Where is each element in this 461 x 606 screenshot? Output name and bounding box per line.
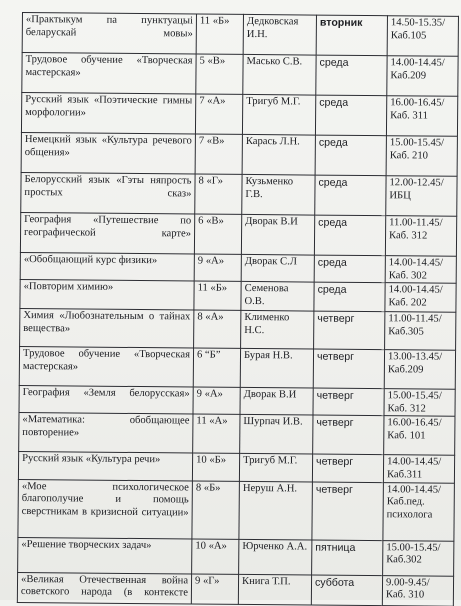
- table-row: [18, 479, 454, 541]
- table-row: [19, 386, 455, 417]
- teacher-cell: Тригуб М.Г.: [239, 454, 312, 482]
- grade-cell: 8 «А»: [194, 310, 241, 348]
- schedule-body: [17, 13, 458, 606]
- course-cell: «Мое психологическое благополучие и помощь сверстникам в кризисной ситуации»: [18, 479, 192, 539]
- time-room-cell: 15.00-15.45/ Каб. 312: [384, 389, 455, 417]
- table-row: [21, 172, 457, 216]
- time-room-cell: 9.00-9.45/ Каб. 310: [382, 575, 453, 606]
- teacher-cell: Масько С.В.: [243, 54, 316, 95]
- table-row: [21, 132, 457, 176]
- course-cell: «Повторим химию»: [20, 280, 194, 311]
- grade-cell: 5 «В»: [196, 54, 243, 94]
- teacher-cell: Тригуб М.Г.: [242, 94, 315, 135]
- time-room-cell: 16.00-16.45/ Каб. 101: [384, 416, 455, 456]
- teacher-cell: Дворак В.И: [240, 388, 313, 416]
- grade-cell: 7 «А»: [195, 94, 242, 134]
- time-room-cell: 14.00-14.45/ Каб. 302: [385, 256, 456, 284]
- time-room-cell: 16.00-16.45/ Каб. 311: [386, 96, 457, 137]
- grade-cell: 6 «В»: [194, 214, 241, 254]
- day-cell: среда: [314, 255, 385, 283]
- teacher-cell: Шурпач И.В.: [240, 415, 313, 455]
- time-room-cell: 14.00-14.45/ Каб.209: [387, 56, 458, 97]
- day-cell: четверг: [313, 388, 384, 416]
- course-cell: Русский язык «Культура речи»: [18, 452, 192, 481]
- course-cell: «Обобщающий курс физики»: [20, 252, 194, 281]
- course-cell: География «Земля белорусская»: [19, 386, 193, 415]
- schedule-table: [17, 12, 459, 606]
- table-row: [19, 413, 455, 456]
- course-cell: «Решение творческих задач»: [18, 537, 192, 574]
- table-row: [18, 452, 454, 483]
- table-row: [22, 53, 458, 97]
- time-room-cell: 12.00-12.45/ ИБЦ: [386, 176, 457, 217]
- table-row: [20, 212, 456, 256]
- grade-cell: 10 «Б»: [192, 453, 239, 481]
- day-cell: четверг: [312, 454, 383, 482]
- teacher-cell: Кузьменко Г.В.: [242, 174, 315, 215]
- course-cell: Белорусский язык «Гэты няпрость простых сказ»: [21, 172, 195, 214]
- grade-cell: 8 «Б»: [192, 481, 240, 539]
- teacher-cell: Бурая Н.В.: [240, 349, 313, 389]
- time-room-cell: 13.00-13.45/ Каб.209: [384, 350, 455, 390]
- day-cell: среда: [314, 282, 385, 312]
- table-row: [18, 537, 454, 576]
- table-row: [19, 347, 455, 390]
- table-row: [17, 572, 453, 606]
- course-cell: Трудовое обучение «Творческая мастерская»: [22, 53, 196, 95]
- table-row: [20, 309, 456, 351]
- teacher-cell: Карась Л.Н.: [242, 134, 315, 175]
- course-cell: «Математика: обобщающее повторение»: [19, 413, 193, 454]
- teacher-cell: Дедковская И.Н.: [243, 14, 316, 55]
- day-cell: четверг: [313, 349, 384, 389]
- grade-cell: 8 «Г»: [195, 174, 242, 214]
- course-cell: «Великая Отечественная война советского народа (в контексте: [17, 572, 191, 604]
- day-cell: среда: [315, 175, 386, 216]
- time-room-cell: 11.00-11.45/ Каб. 312: [385, 216, 456, 257]
- course-cell: География «Путешествие по географической карте»: [20, 212, 194, 254]
- grade-cell: 9 «Г»: [191, 574, 238, 604]
- time-room-cell: 14.00-14.45/ Каб.311: [383, 455, 454, 483]
- table-row: [22, 13, 458, 57]
- course-cell: Химия «Любознательным о тайнах вещества»: [20, 309, 194, 349]
- course-cell: Немецкий язык «Культура речевого общения»: [21, 132, 195, 174]
- grade-cell: 11 «А»: [193, 414, 240, 453]
- teacher-cell: Клименко Н.С.: [241, 311, 314, 350]
- time-room-cell: 15.00-15.45/ Каб.302: [383, 540, 454, 576]
- day-cell: среда: [315, 95, 386, 136]
- table-row: [20, 280, 456, 313]
- grade-cell: 6 “Б”: [193, 348, 240, 387]
- day-cell: среда: [316, 55, 387, 96]
- grade-cell: 7 «В»: [195, 134, 242, 174]
- teacher-cell: Семенова О.В.: [241, 282, 314, 312]
- teacher-cell: Книга Т.П.: [238, 574, 311, 605]
- time-room-cell: 15.00-15.45/ Каб. 210: [386, 136, 457, 177]
- grade-cell: 9 «А»: [194, 254, 241, 282]
- teacher-cell: Дворак С.Л: [241, 254, 314, 282]
- teacher-cell: Дворак В.И: [241, 214, 314, 255]
- day-cell: пятница: [312, 540, 383, 576]
- time-room-cell: 14.50-15.35/ Каб.105: [387, 16, 458, 57]
- day-cell: среда: [314, 215, 385, 256]
- teacher-cell: Юрченко А.А.: [239, 539, 312, 575]
- day-cell: четверг: [313, 415, 384, 455]
- day-cell: среда: [315, 135, 386, 176]
- table-row: [21, 93, 457, 137]
- time-room-cell: 14.00-14.45/ Каб.пед. психолога: [383, 482, 455, 541]
- course-cell: Русский язык «Поэтические гимны морфологии»: [21, 93, 195, 135]
- day-cell: четверг: [312, 482, 384, 541]
- course-cell: «Практыкум па пунктуацыі беларускай мовы»: [22, 13, 196, 55]
- time-room-cell: 14.00-14.45/ Каб. 202: [385, 283, 456, 313]
- day-cell: суббота: [311, 575, 382, 606]
- day-cell: вторник: [316, 15, 387, 56]
- time-room-cell: 11.00-11.45/ Каб.305: [385, 312, 456, 351]
- course-cell: Трудовое обучение «Творческая мастерская»: [19, 347, 193, 388]
- table-row: [20, 252, 456, 283]
- day-cell: четверг: [314, 311, 385, 350]
- teacher-cell: Неруш А.Н.: [239, 481, 313, 540]
- grade-cell: 11 «Б»: [194, 281, 241, 310]
- grade-cell: 9 «А»: [193, 387, 240, 415]
- grade-cell: 10 «А»: [192, 539, 239, 574]
- grade-cell: 11 «Б»: [196, 14, 243, 54]
